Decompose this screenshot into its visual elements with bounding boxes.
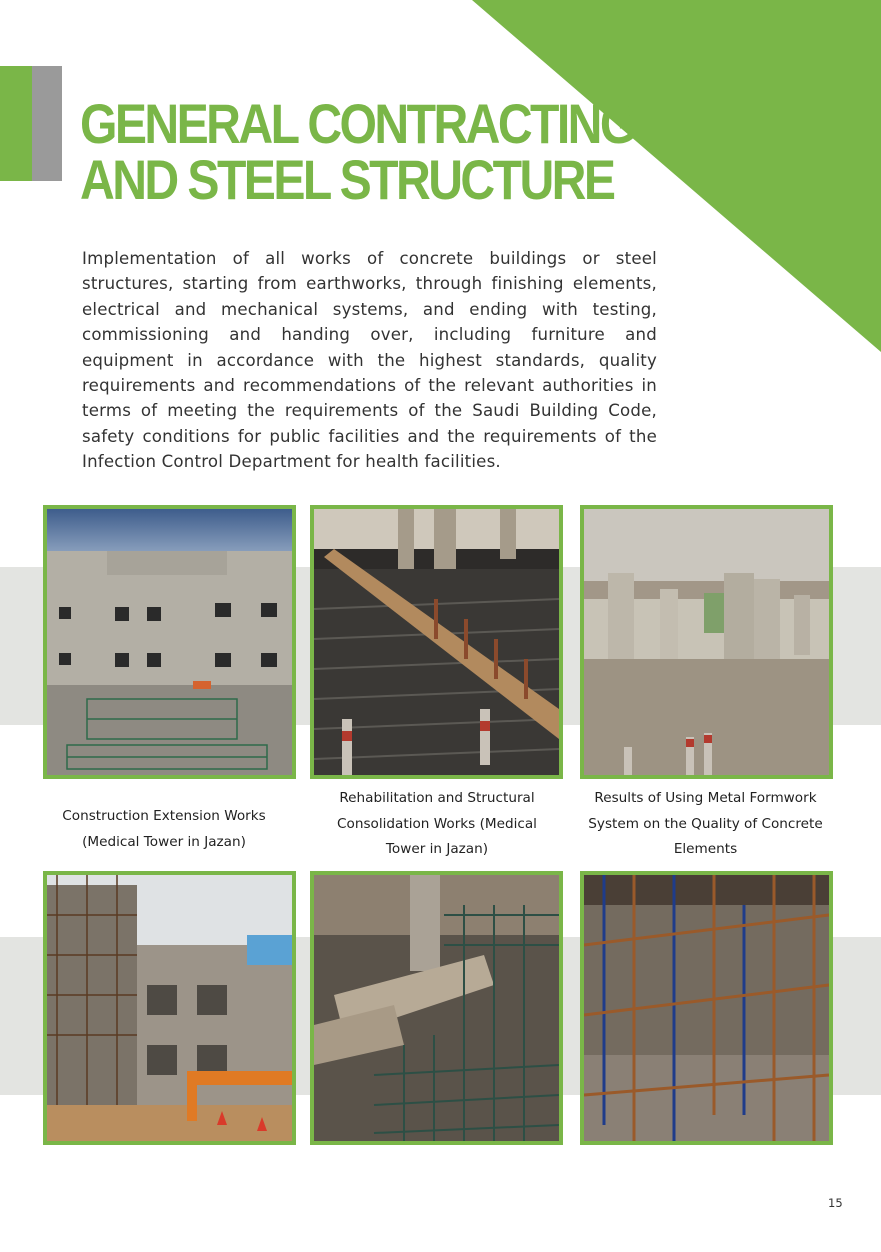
intro-paragraph: Implementation of all works of concrete buildings or steel structures, starting from earthworks, through finishing elements, electrical and mechanical systems, and ending with testing, commissioning and handing over, including furniture and equipment in accordance with the highest standards, quality requirements and recommendations of the relevant authorities in terms of meeting the requirements of the Saudi Building Code, safety conditions for public facilities and the requirements of the Infection Control Department for health facilities.: [82, 249, 657, 472]
photo-formwork-results: [580, 505, 833, 779]
title-line-1: GENERAL CONTRACTING: [80, 92, 635, 155]
photo-construction-extension: [43, 505, 296, 779]
page-number: 15: [828, 1196, 843, 1210]
title-line-2: AND STEEL STRUCTURE: [80, 148, 614, 211]
page-title: [80, 92, 635, 211]
photo-rehabilitation: [310, 505, 563, 779]
caption-construction-extension: Construction Extension Works (Medical Tower in Jazan): [62, 808, 266, 850]
photo-metal-formwork: [580, 871, 833, 1145]
photo-column-rebar: [310, 871, 563, 1145]
accent-bar-gray: [32, 66, 62, 181]
caption-formwork-results: Results of Using Metal Formwork System on the Quality of Concrete Elements: [588, 790, 823, 857]
photo-scaffold-building: [43, 871, 296, 1145]
accent-bar-green: [0, 66, 32, 181]
caption-rehabilitation: Rehabilitation and Structural Consolidation Works (Medical Tower in Jazan): [337, 790, 537, 857]
